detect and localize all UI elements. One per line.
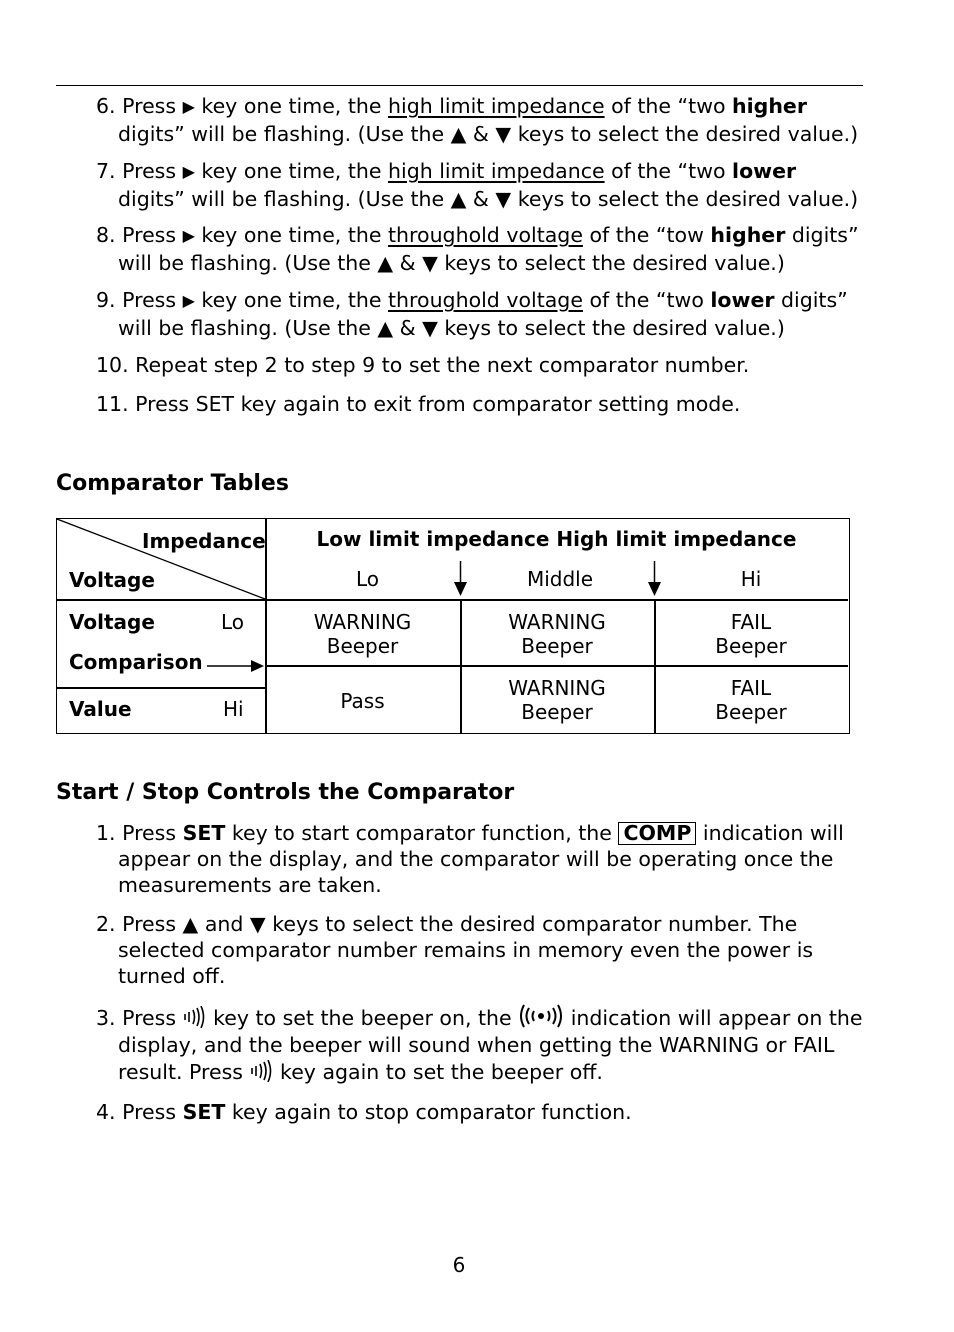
cell-r2c2: WARNING Beeper	[508, 676, 606, 724]
step-9: 9. Press ▶ key one time, the throughold voltage of the “two lower digits” will be flashing. (Use the ▲ & ▼ keys to select the desired value.)	[96, 288, 848, 340]
start-step-2: 2. Press ▲ and ▼ keys to select the desired comparator number. The selected comparator number remains in memory even the power is turned off.	[96, 912, 814, 988]
row-voltage-label: Voltage	[69, 610, 155, 634]
cell-r2c1: Pass	[340, 689, 385, 713]
down-arrow-icon	[646, 561, 663, 597]
right-triangle-icon: ▶	[182, 162, 195, 181]
beeper-key-icon	[250, 1060, 274, 1082]
header-title: Low limit impedance High limit impedance	[316, 527, 797, 551]
cell-r2c3: FAIL Beeper	[715, 676, 787, 724]
cell-r1c3: FAIL Beeper	[715, 610, 787, 658]
col-middle: Middle	[526, 567, 594, 591]
right-arrow-icon	[207, 658, 265, 674]
start-step-3: 3. Press key to set the beeper on, the indication will appear on the display, and the beeper will sound when getting the WARNING or FAIL result. Press key again to set the beeper off.	[96, 1006, 863, 1084]
down-arrow-icon	[452, 561, 469, 597]
col-hi: Hi	[740, 567, 762, 591]
row-value-label: Value	[69, 697, 132, 721]
table-divider	[57, 687, 265, 689]
right-triangle-icon: ▶	[182, 226, 195, 245]
heading-comparator-tables: Comparator Tables	[56, 471, 289, 496]
heading-start-stop: Start / Stop Controls the Comparator	[56, 780, 515, 805]
step-8: 8. Press ▶ key one time, the throughold voltage of the “tow higher digits” will be flashing. (Use the ▲ & ▼ keys to select the desired value.)	[96, 223, 859, 275]
row-lo-label: Lo	[221, 610, 245, 634]
corner-voltage-label: Voltage	[69, 568, 155, 592]
step-11: 11. Press SET key again to exit from comparator setting mode.	[96, 392, 741, 416]
right-triangle-icon: ▶	[182, 291, 195, 310]
step-7: 7. Press ▶ key one time, the high limit impedance of the “two lower digits” will be flashing. (Use the ▲ & ▼ keys to select the desired value.)	[96, 159, 859, 211]
comp-indicator: COMP	[618, 822, 696, 845]
col-lo: Lo	[355, 567, 380, 591]
right-triangle-icon: ▶	[182, 97, 195, 116]
row-hi-label: Hi	[223, 697, 244, 721]
corner-impedance-label: Impedance	[142, 529, 266, 553]
step-10: 10. Repeat step 2 to step 9 to set the next comparator number.	[96, 353, 750, 377]
cell-r1c2: WARNING Beeper	[508, 610, 606, 658]
start-step-4: 4. Press SET key again to stop comparator function.	[96, 1100, 632, 1124]
step-6: 6. Press ▶ key one time, the high limit impedance of the “two higher digits” will be flashing. (Use the ▲ & ▼ keys to select the desired value.)	[96, 94, 859, 146]
start-step-1: 1. Press SET key to start comparator function, the COMP indication will appear on the display, and the comparator will be operating once the measurements are taken.	[96, 821, 844, 897]
page-number: 6	[452, 1253, 466, 1277]
top-rule	[56, 85, 863, 86]
comparator-table	[56, 518, 850, 734]
cell-r1c1: WARNING Beeper	[313, 610, 412, 658]
table-divider	[265, 665, 848, 667]
beeper-key-icon	[183, 1006, 207, 1028]
beeper-indicator-icon	[518, 1004, 564, 1028]
row-comparison-label: Comparison	[69, 650, 203, 674]
